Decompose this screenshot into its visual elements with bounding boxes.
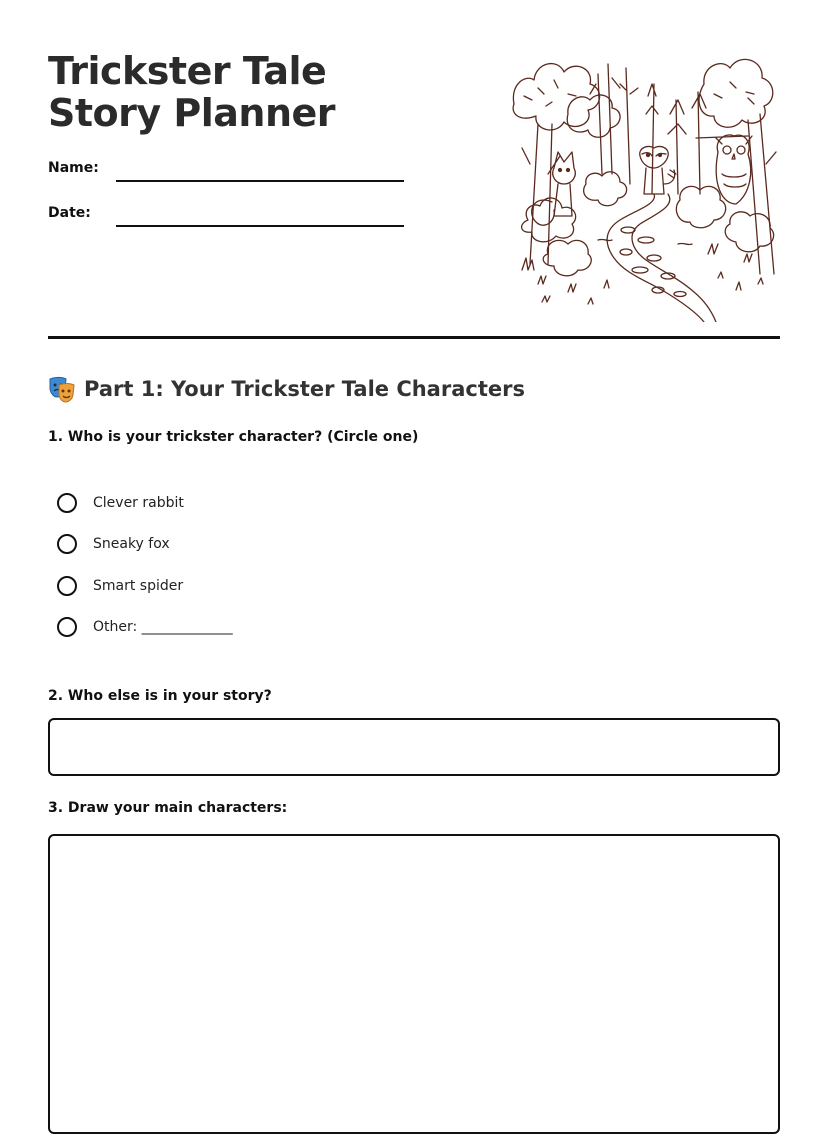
- radio-circle[interactable]: [57, 576, 77, 596]
- option-other[interactable]: [57, 614, 233, 640]
- forest-illustration: [508, 44, 784, 322]
- other-characters-answer-box[interactable]: [48, 718, 780, 776]
- option-clever-rabbit[interactable]: [57, 490, 184, 516]
- option-label: Smart spider: [93, 578, 184, 594]
- option-sneaky-fox[interactable]: [57, 531, 170, 557]
- header-divider: [48, 336, 780, 339]
- radio-circle[interactable]: [57, 493, 77, 513]
- option-label: Sneaky fox: [93, 536, 170, 552]
- question-1-label: 1. Who is your trickster character? (Circle one): [48, 429, 419, 445]
- page-title: Trickster Tale Story Planner: [48, 49, 336, 135]
- theater-masks-icon: [48, 375, 76, 403]
- radio-circle[interactable]: [57, 534, 77, 554]
- option-smart-spider[interactable]: [57, 573, 183, 599]
- part1-heading: [48, 373, 525, 405]
- option-label: Other: _____________: [93, 619, 233, 635]
- question-2-label: 2. Who else is in your story?: [48, 688, 272, 704]
- date-field[interactable]: [48, 205, 408, 231]
- drawing-box[interactable]: [48, 834, 780, 1134]
- radio-circle[interactable]: [57, 617, 77, 637]
- name-line[interactable]: [116, 180, 404, 182]
- option-label: Clever rabbit: [93, 495, 184, 511]
- date-line[interactable]: [116, 225, 404, 227]
- date-label: Date:: [48, 205, 91, 221]
- name-field[interactable]: [48, 160, 408, 186]
- name-label: Name:: [48, 160, 99, 176]
- question-3-label: 3. Draw your main characters:: [48, 800, 288, 816]
- section-title: Part 1: Your Trickster Tale Characters: [84, 377, 525, 401]
